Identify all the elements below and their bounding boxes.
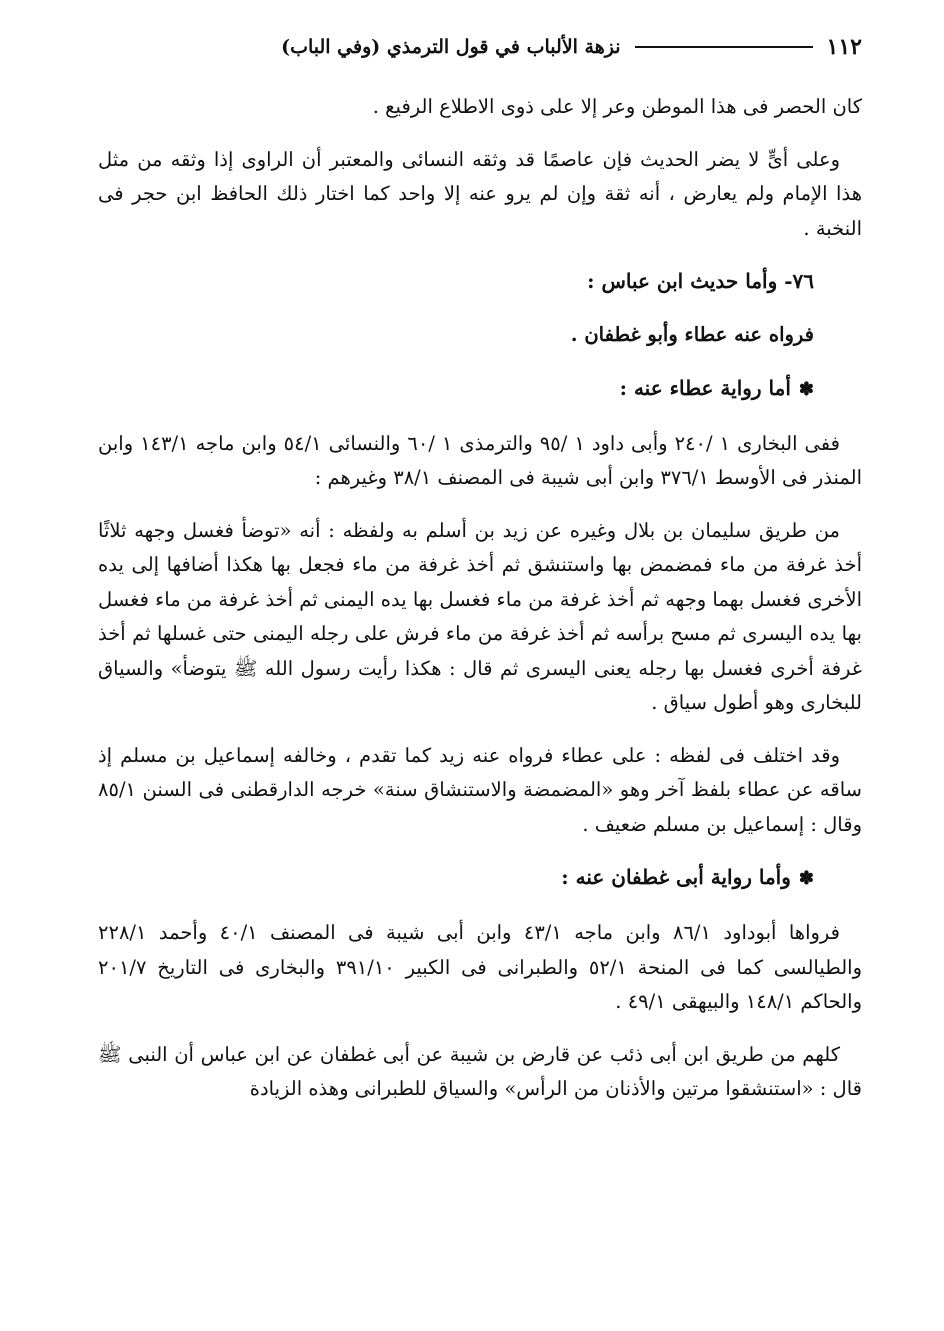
paragraph-1: كان الحصر فى هذا الموطن وعر إلا على ذوى الاطلاع الرفيع . [372, 95, 862, 118]
paragraph-sources-ata: ففى البخارى ١ /٢٤٠ وأبى داود ١ /٩٥ والترمذى ١ /٦٠ والنسائى ٥٤/١ وابن ماجه ١٤٣/١ وابن المنذر فى الأوسط ٣٧٦/١ وابن أبى شيبة فى المصنف ٣٨/١ وغيرهم : [98, 431, 862, 489]
page-number: ١١٢ [826, 34, 862, 60]
asterisk-star-icon: ✽ [798, 378, 814, 400]
subheading-ata-label: أما رواية عطاء عنه : [619, 375, 791, 400]
paragraph-final: كلهم من طريق ابن أبى ذئب عن قارض بن شيبة عن أبى غطفان عن ابن عباس أن النبى ﷺ قال : «استنشقوا مرتين والأذنان من الرأس» والسياق للطبرانى وهذه الزيادة [98, 1042, 862, 1100]
paragraph-disagreement: وقد اختلف فى لفظه : على عطاء فرواه عنه زيد كما تقدم ، وخالفه إسماعيل بن مسلم إذ ساقه عن عطاء بلفظ آخر وهو «المضمضة والاستنشاق سنة» خرجه الدارقطنى فى السنن ٨٥/١ وقال : إسماعيل بن مسلم ضعيف . [98, 743, 862, 836]
subheading-abu-ghatafan-label: وأما رواية أبى غطفان عنه : [561, 865, 791, 889]
subheading-ata [98, 371, 862, 407]
paragraph-hadith-text: من طريق سليمان بن بلال وغيره عن زيد بن أسلم به ولفظه : أنه «توضأ فغسل وجهه ثلاثًا أخذ غرفة من ماء فمضمض بها واستنشق ثم أخذ غرفة من ماء فجعل بها هكذا أضافها إلى يده الأخرى فغسل بهما وجهه ثم أخذ غرفة من ماء فغسل بها يده اليمنى ثم أخذ غرفة من ماء فغسل بها يده اليسرى ثم مسح برأسه ثم أخذ غرفة من ماء فرش على رجله اليمنى حتى غسلها ثم أخذ غرفة أخرى فغسل بها رجله يعنى اليسرى ثم قال : هكذا رأيت رسول الله ﷺ يتوضأ» والسياق للبخارى وهو أطول سياق . [98, 518, 862, 714]
page-header [98, 32, 862, 62]
book-page [98, 32, 862, 1312]
running-title: نزهة الألباب في قول الترمذي (وفي الباب) [281, 36, 621, 58]
header-rule [635, 46, 813, 48]
paragraph-sources-abu-ghatafan: فرواها أبوداود ٨٦/١ وابن ماجه ٤٣/١ وابن أبى شيبة فى المصنف ٤٠/١ وأحمد ٢٢٨/١ والطيالسى كما فى المنحة ٥٢/١ والطبرانى فى الكبير ٣٩١/١٠ والبخارى فى التاريخ ٢٠١/٧ والحاكم ١٤٨/١ والبيهقى ٤٩/١ . [98, 921, 862, 1013]
paragraph-2: وعلى أىٍّ لا يضر الحديث فإن عاصمًا قد وثقه النسائى والمعتبر أن الراوى إذا وثقه من مثل هذا الإمام ولم يعارض ، أنه ثقة وإن لم يرو عنه إلا واحد كما اختار ذلك الحافظ ابن حجر فى النخبة . [98, 147, 862, 240]
page-content [98, 90, 862, 1107]
paragraph-narrators: فرواه عنه عطاء وأبو غطفان . [570, 323, 814, 346]
subheading-abu-ghatafan [98, 860, 862, 896]
asterisk-star-icon: ✽ [798, 868, 814, 889]
section-heading-76: ٧٦- وأما حديث ابن عباس : [587, 269, 814, 293]
